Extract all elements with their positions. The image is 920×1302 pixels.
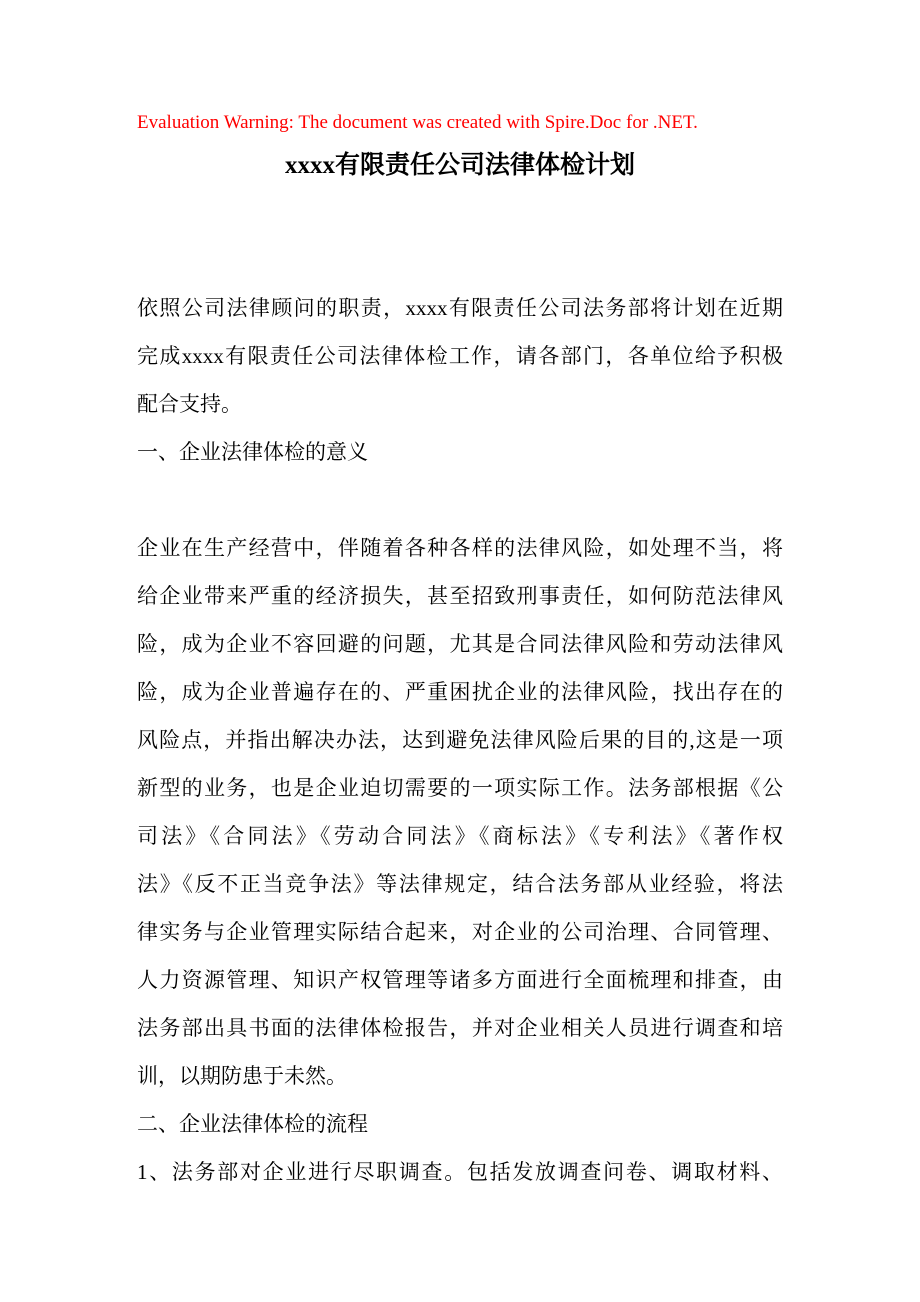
section-heading — [137, 428, 783, 476]
document-title: xxxx有限责任公司法律体检计划 — [284, 152, 635, 179]
text-line: 给企业带来严重的经济损失，甚至招致刑事责任，如何防范法律风 — [137, 584, 783, 608]
section-heading-text: 二、企业法律体检的流程 — [137, 1112, 368, 1136]
document-content — [137, 0, 783, 1196]
text-line: 法》《反不正当竞争法》等法律规定，结合法务部从业经验，将法 — [137, 872, 783, 896]
section-heading — [137, 1100, 783, 1148]
evaluation-warning-text: Evaluation Warning: The document was created with Spire.Doc for .NET. — [137, 112, 698, 133]
section-heading-text: 一、企业法律体检的意义 — [137, 440, 368, 464]
text-line: 司法》《合同法》《劳动合同法》《商标法》《专利法》《著作权 — [137, 824, 783, 848]
paragraph — [137, 524, 783, 1100]
text-line: 1、法务部对企业进行尽职调查。包括发放调查问卷、调取材料、 — [137, 1160, 783, 1184]
text-line: 律实务与企业管理实际结合起来，对企业的公司治理、合同管理、 — [137, 920, 783, 944]
text-line: 依照公司法律顾问的职责，xxxx有限责任公司法务部将计划在近期 — [137, 296, 783, 320]
paragraph — [137, 1148, 783, 1196]
text-line: 企业在生产经营中，伴随着各种各样的法律风险，如处理不当，将 — [137, 536, 783, 560]
text-line: 险，成为企业普遍存在的、严重困扰企业的法律风险，找出存在的 — [137, 680, 783, 704]
text-line: 险，成为企业不容回避的问题，尤其是合同法律风险和劳动法律风 — [137, 632, 783, 656]
paragraph — [137, 284, 783, 428]
text-line: 风险点，并指出解决办法，达到避免法律风险后果的目的,这是一项 — [137, 728, 783, 752]
empty-line — [137, 476, 783, 524]
empty-line — [137, 476, 783, 524]
document-body — [137, 284, 783, 1196]
text-line: 新型的业务，也是企业迫切需要的一项实际工作。法务部根据《公 — [137, 776, 783, 800]
text-line: 配合支持。 — [137, 392, 242, 416]
text-line: 完成xxxx有限责任公司法律体检工作，请各部门，各单位给予积极 — [137, 344, 783, 368]
text-line: 法务部出具书面的法律体检报告，并对企业相关人员进行调查和培 — [137, 1016, 783, 1040]
text-line: 人力资源管理、知识产权管理等诸多方面进行全面梳理和排查，由 — [137, 968, 783, 992]
text-line: 训，以期防患于未然。 — [137, 1064, 347, 1088]
